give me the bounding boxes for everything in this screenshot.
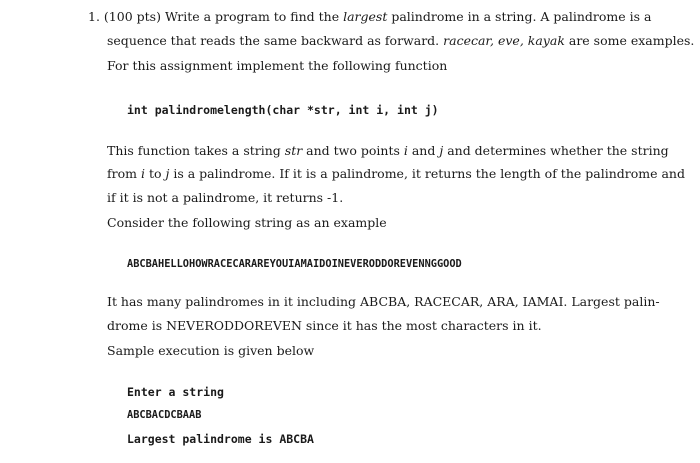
description-line-2 (107, 166, 685, 182)
problem-number: 1. (88, 9, 100, 24)
desc-text: This function takes a string (107, 143, 285, 158)
sample-output: Largest palindrome is ABCBA (127, 432, 314, 446)
param-i: i (403, 143, 408, 158)
description-line-1 (107, 143, 669, 159)
example-string: ABCBAHELLOHOWRACECARAREYOUIAMAIDOINEVERODDOREVENNGGOOD (127, 258, 462, 270)
analysis-line-2: drome is NEVERODDOREVEN since it has the most characters in it. (107, 318, 542, 333)
desc-text: and determines whether the string (443, 143, 669, 158)
desc-text: and two points (302, 143, 404, 158)
problem-intro-text-end: palindrome in a string. A palindrome is a (387, 9, 652, 24)
problem-intro-line (88, 9, 652, 25)
param-i: i (140, 166, 145, 181)
emphasis-largest: largest (343, 9, 388, 24)
param-j: j (165, 166, 170, 181)
problem-intro-text: Write a program to find the (164, 9, 344, 24)
problem-line-2-end: are some examples. (564, 33, 695, 48)
desc-text: to (144, 166, 166, 181)
sample-input: ABCBACDCBAAB (127, 409, 202, 421)
palindrome-examples: racecar, eve, kayak (443, 33, 565, 48)
problem-line-3: For this assignment implement the following function (107, 58, 448, 73)
desc-text: is a palindrome. If it is a palindrome, it returns the length of the palindrome and (169, 166, 685, 181)
description-line-4: Consider the following string as an example (107, 215, 387, 230)
analysis-line-3: Sample execution is given below (107, 343, 315, 358)
description-line-3: if it is not a palindrome, it returns -1. (107, 190, 344, 205)
function-signature: int palindromelength(char *str, int i, int j) (127, 103, 439, 117)
desc-text: and (407, 143, 440, 158)
sample-prompt: Enter a string (127, 385, 224, 399)
param-j: j (439, 143, 444, 158)
param-str: str (284, 143, 303, 158)
analysis-line-1: It has many palindromes in it including ABCBA, RACECAR, ARA, IAMAI. Largest palin- (107, 294, 660, 309)
problem-line-2-text: sequence that reads the same backward as forward. (107, 33, 444, 48)
desc-text: from (107, 166, 141, 181)
problem-points: (100 pts) (103, 9, 161, 24)
problem-line-2 (107, 33, 694, 49)
